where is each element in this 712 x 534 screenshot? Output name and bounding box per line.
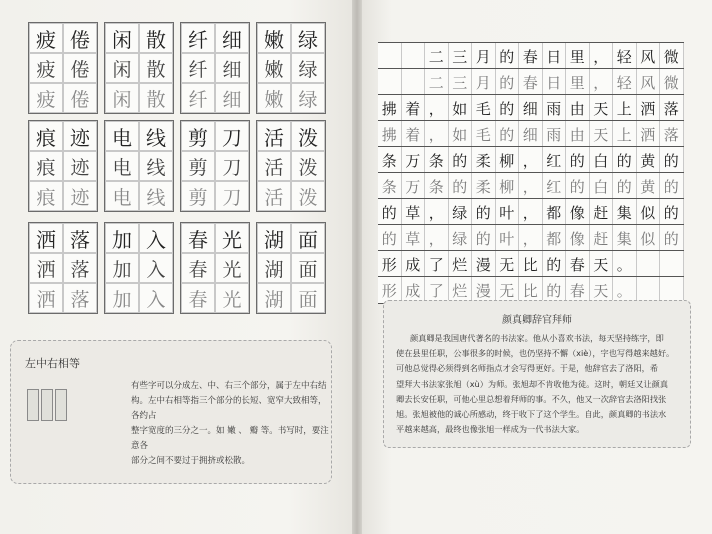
grid-cell: 的 xyxy=(566,173,590,199)
char-row xyxy=(29,121,97,151)
grid-cell: 赶 xyxy=(590,225,614,251)
char-row xyxy=(105,23,173,53)
grid-cell: 万 xyxy=(402,173,426,199)
char-row xyxy=(29,253,97,283)
grid-cell: 天 xyxy=(590,121,614,147)
grid-cell: 红 xyxy=(543,173,567,199)
char-cell: 电 xyxy=(105,181,139,211)
char-cell: 剪 xyxy=(181,121,215,151)
grid-cell xyxy=(660,251,684,277)
grid-cell: 比 xyxy=(519,251,543,277)
char-pair-block xyxy=(28,120,98,212)
char-cell: 落 xyxy=(63,223,97,253)
grid-cell: 比 xyxy=(519,277,543,303)
char-pair-block xyxy=(180,222,250,314)
grid-cell: 的 xyxy=(613,147,637,173)
grid-cell: ， xyxy=(519,173,543,199)
char-row xyxy=(105,121,173,151)
copy-row xyxy=(378,172,684,200)
tip-title: 左中右相等 xyxy=(25,357,80,370)
grid-cell: 似 xyxy=(637,225,661,251)
grid-cell: 由 xyxy=(566,95,590,121)
char-cell: 面 xyxy=(291,223,325,253)
char-cell: 迹 xyxy=(63,181,97,211)
char-cell: 迹 xyxy=(63,121,97,151)
tip-line: 有些字可以分成左、中、右三个部分，属于左中右结 xyxy=(131,381,327,391)
grid-cell: 风 xyxy=(637,69,661,95)
grid-cell: 柔 xyxy=(472,147,496,173)
grid-cell: 月 xyxy=(472,43,496,69)
grid-cell: 的 xyxy=(543,277,567,303)
char-row xyxy=(29,283,97,313)
grid-cell: 日 xyxy=(543,69,567,95)
grid-cell: 都 xyxy=(543,199,567,225)
grid-cell: 春 xyxy=(566,277,590,303)
grid-cell: 的 xyxy=(378,225,402,251)
tip-line: 部分之间不要过于拥挤或松散。 xyxy=(131,456,251,466)
grid-cell: 的 xyxy=(449,173,473,199)
grid-cell: 的 xyxy=(378,199,402,225)
char-cell: 刀 xyxy=(215,181,249,211)
char-row xyxy=(257,83,325,113)
char-cell: 泼 xyxy=(291,181,325,211)
char-pair-block xyxy=(104,222,174,314)
story-box xyxy=(383,300,691,448)
grid-cell: 的 xyxy=(613,173,637,199)
grid-cell: 上 xyxy=(613,121,637,147)
grid-cell: 柔 xyxy=(472,173,496,199)
grid-cell: 的 xyxy=(496,121,520,147)
char-cell: 泼 xyxy=(291,121,325,151)
grid-cell: 的 xyxy=(472,225,496,251)
grid-cell: 无 xyxy=(496,277,520,303)
char-cell: 倦 xyxy=(63,53,97,83)
grid-cell: ， xyxy=(519,147,543,173)
grid-cell: 似 xyxy=(637,199,661,225)
char-pair-block xyxy=(256,22,326,114)
grid-cell: 黄 xyxy=(637,147,661,173)
book-spine xyxy=(352,0,362,534)
story-line: 使在县里任职，公事很多的时候，也仍坚持不懈（xiè），字也写得越来越好。 xyxy=(396,348,675,359)
grid-cell: 如 xyxy=(449,95,473,121)
grid-cell: 成 xyxy=(402,277,426,303)
char-row xyxy=(181,223,249,253)
char-cell: 洒 xyxy=(29,253,63,283)
tip-box xyxy=(10,340,332,484)
story-line: 颜真卿是我国唐代著名的书法家。他从小喜欢书法，每天坚持练字，即 xyxy=(409,333,664,343)
grid-cell: ， xyxy=(425,95,449,121)
grid-cell: 拂 xyxy=(378,121,402,147)
grid-cell: ， xyxy=(519,225,543,251)
char-cell: 刀 xyxy=(215,151,249,181)
grid-cell: 二 xyxy=(425,69,449,95)
story-line: 望拜大书法家张旭（xù）为师。张旭却不肯收他为徒。这时，朝廷又让颜真 xyxy=(396,378,669,389)
char-row xyxy=(181,181,249,211)
char-cell: 痕 xyxy=(29,181,63,211)
char-row xyxy=(181,253,249,283)
grid-cell: 风 xyxy=(637,43,661,69)
grid-cell: 条 xyxy=(378,173,402,199)
char-cell: 细 xyxy=(215,23,249,53)
char-row xyxy=(105,283,173,313)
grid-cell: 的 xyxy=(496,43,520,69)
char-pair-block xyxy=(104,22,174,114)
grid-cell: 了 xyxy=(425,277,449,303)
grid-cell: 烂 xyxy=(449,277,473,303)
grid-cell xyxy=(402,43,426,69)
char-cell: 落 xyxy=(63,253,97,283)
char-cell: 面 xyxy=(291,253,325,283)
grid-cell: 叶 xyxy=(496,199,520,225)
char-cell: 加 xyxy=(105,253,139,283)
char-cell: 湖 xyxy=(257,223,291,253)
char-row xyxy=(257,151,325,181)
grid-cell: 的 xyxy=(543,251,567,277)
char-row xyxy=(105,223,173,253)
char-cell: 纤 xyxy=(181,53,215,83)
char-pair-block xyxy=(104,120,174,212)
grid-cell: 像 xyxy=(566,199,590,225)
char-cell: 纤 xyxy=(181,83,215,113)
grid-cell: 条 xyxy=(378,147,402,173)
char-cell: 散 xyxy=(139,23,173,53)
char-row xyxy=(29,181,97,211)
copy-row xyxy=(378,198,684,226)
char-cell: 线 xyxy=(139,181,173,211)
char-cell: 光 xyxy=(215,223,249,253)
copy-row xyxy=(378,250,684,278)
grid-cell: 微 xyxy=(660,43,684,69)
grid-cell: 的 xyxy=(660,225,684,251)
char-row xyxy=(181,83,249,113)
grid-cell: 里 xyxy=(566,43,590,69)
char-pair-block xyxy=(180,120,250,212)
char-cell: 洒 xyxy=(29,283,63,313)
char-cell: 嫩 xyxy=(257,23,291,53)
grid-cell: 绿 xyxy=(449,225,473,251)
char-cell: 闲 xyxy=(105,53,139,83)
grid-cell: 烂 xyxy=(449,251,473,277)
grid-cell: 春 xyxy=(566,251,590,277)
char-row xyxy=(181,151,249,181)
char-row xyxy=(257,253,325,283)
char-row xyxy=(257,181,325,211)
grid-cell: 二 xyxy=(425,43,449,69)
grid-cell: 里 xyxy=(566,69,590,95)
grid-cell: 洒 xyxy=(637,95,661,121)
grid-cell: ， xyxy=(425,225,449,251)
grid-cell: 细 xyxy=(519,121,543,147)
char-cell: 嫩 xyxy=(257,83,291,113)
grid-cell xyxy=(637,251,661,277)
char-cell: 疲 xyxy=(29,53,63,83)
char-cell: 剪 xyxy=(181,151,215,181)
grid-cell: 三 xyxy=(449,69,473,95)
grid-cell: 雨 xyxy=(543,121,567,147)
grid-cell: 条 xyxy=(425,173,449,199)
grid-cell xyxy=(378,43,402,69)
story-line: 可他总觉得必须得到名师指点才会写得更好。于是，他辞官去了洛阳，希 xyxy=(396,363,659,374)
char-cell: 散 xyxy=(139,53,173,83)
grid-cell: 天 xyxy=(590,251,614,277)
char-pair-block xyxy=(180,22,250,114)
char-row xyxy=(257,121,325,151)
char-cell: 入 xyxy=(139,223,173,253)
char-cell: 痕 xyxy=(29,121,63,151)
grid-cell: 雨 xyxy=(543,95,567,121)
char-cell: 春 xyxy=(181,253,215,283)
copy-row xyxy=(378,68,684,96)
char-row xyxy=(257,23,325,53)
char-cell: 迹 xyxy=(63,151,97,181)
grid-cell: 了 xyxy=(425,251,449,277)
copy-row xyxy=(378,224,684,252)
char-cell: 疲 xyxy=(29,83,63,113)
grid-cell: ， xyxy=(425,199,449,225)
grid-cell: 。 xyxy=(613,251,637,277)
grid-cell: 轻 xyxy=(613,43,637,69)
char-cell: 线 xyxy=(139,151,173,181)
char-row xyxy=(29,23,97,53)
grid-cell: 微 xyxy=(660,69,684,95)
grid-cell: 草 xyxy=(402,225,426,251)
char-cell: 细 xyxy=(215,53,249,83)
char-cell: 电 xyxy=(105,121,139,151)
char-cell: 活 xyxy=(257,121,291,151)
char-cell: 绿 xyxy=(291,53,325,83)
grid-cell: 天 xyxy=(590,95,614,121)
grid-cell: 的 xyxy=(472,199,496,225)
story-line: 旭。张旭被他的诚心所感动，终于收下了这个学生。自此，颜真卿的书法水 xyxy=(396,409,667,420)
char-cell: 光 xyxy=(215,283,249,313)
grid-cell: 柳 xyxy=(496,147,520,173)
char-cell: 电 xyxy=(105,151,139,181)
char-pair-block xyxy=(256,120,326,212)
char-pair-block xyxy=(28,222,98,314)
grid-cell: 细 xyxy=(519,95,543,121)
char-cell: 线 xyxy=(139,121,173,151)
grid-cell xyxy=(378,69,402,95)
char-cell: 嫩 xyxy=(257,53,291,83)
char-cell: 绿 xyxy=(291,23,325,53)
char-row xyxy=(181,53,249,83)
char-cell: 活 xyxy=(257,151,291,181)
char-row xyxy=(105,181,173,211)
story-line: 卿去长安任职，可他心里总想着拜师的事。不久，他又一次辞官去洛阳找张 xyxy=(396,393,667,404)
grid-cell: 轻 xyxy=(613,69,637,95)
grid-cell: 红 xyxy=(543,147,567,173)
grid-cell: 上 xyxy=(613,95,637,121)
char-cell: 面 xyxy=(291,283,325,313)
char-cell: 活 xyxy=(257,181,291,211)
grid-cell: 的 xyxy=(566,147,590,173)
grid-cell: 落 xyxy=(660,121,684,147)
grid-cell: 草 xyxy=(402,199,426,225)
grid-cell: 万 xyxy=(402,147,426,173)
char-pair-block xyxy=(256,222,326,314)
grid-cell: 像 xyxy=(566,225,590,251)
char-row xyxy=(29,83,97,113)
copy-row xyxy=(378,146,684,174)
tip-text xyxy=(131,379,331,469)
grid-cell: ， xyxy=(590,69,614,95)
char-cell: 入 xyxy=(139,283,173,313)
char-cell: 闲 xyxy=(105,83,139,113)
grid-cell: 春 xyxy=(519,69,543,95)
grid-cell: 着 xyxy=(402,121,426,147)
grid-cell: 春 xyxy=(519,43,543,69)
grid-cell: 毛 xyxy=(472,95,496,121)
grid-cell: 月 xyxy=(472,69,496,95)
char-row xyxy=(29,53,97,83)
char-cell: 剪 xyxy=(181,181,215,211)
char-row xyxy=(105,83,173,113)
grid-cell: 的 xyxy=(660,173,684,199)
grid-cell: 毛 xyxy=(472,121,496,147)
story-line: 平越来越高，最终也像张旭一样成为一代书法大家。 xyxy=(396,424,585,435)
grid-cell: 天 xyxy=(590,277,614,303)
char-cell: 洒 xyxy=(29,223,63,253)
char-row xyxy=(29,151,97,181)
grid-cell: ， xyxy=(425,121,449,147)
copy-row xyxy=(378,120,684,148)
grid-cell: 日 xyxy=(543,43,567,69)
char-row xyxy=(257,53,325,83)
char-cell: 疲 xyxy=(29,23,63,53)
grid-cell: 漫 xyxy=(472,277,496,303)
char-row xyxy=(181,121,249,151)
char-row xyxy=(29,223,97,253)
char-cell: 倦 xyxy=(63,83,97,113)
grid-cell: 的 xyxy=(660,147,684,173)
grid-cell: 柳 xyxy=(496,173,520,199)
grid-cell: 集 xyxy=(613,225,637,251)
char-cell: 春 xyxy=(181,283,215,313)
grid-cell: 拂 xyxy=(378,95,402,121)
grid-cell: 形 xyxy=(378,251,402,277)
grid-cell: 的 xyxy=(449,147,473,173)
char-cell: 湖 xyxy=(257,253,291,283)
char-cell: 春 xyxy=(181,223,215,253)
grid-cell: 白 xyxy=(590,173,614,199)
grid-cell: 着 xyxy=(402,95,426,121)
grid-cell: 叶 xyxy=(496,225,520,251)
grid-cell: 条 xyxy=(425,147,449,173)
char-cell: 加 xyxy=(105,283,139,313)
grid-cell: 赶 xyxy=(590,199,614,225)
char-cell: 纤 xyxy=(181,23,215,53)
char-row xyxy=(105,53,173,83)
char-row xyxy=(181,283,249,313)
char-cell: 入 xyxy=(139,253,173,283)
grid-cell: 的 xyxy=(496,69,520,95)
grid-cell: 的 xyxy=(496,95,520,121)
grid-cell: 洒 xyxy=(637,121,661,147)
grid-cell: 的 xyxy=(660,199,684,225)
structure-diagram xyxy=(27,389,67,421)
story-text xyxy=(396,331,680,437)
tip-line: 构。左中右相等指三个部分的长短、宽窄大致相等，各约占 xyxy=(131,396,327,421)
grid-cell: 如 xyxy=(449,121,473,147)
char-cell: 绿 xyxy=(291,83,325,113)
char-cell: 光 xyxy=(215,253,249,283)
grid-cell: 形 xyxy=(378,277,402,303)
tip-line: 整字宽度的三分之一。如 嫩 、 瓣 等。书写时，要注意各 xyxy=(131,426,329,451)
char-row xyxy=(105,151,173,181)
grid-cell: 都 xyxy=(543,225,567,251)
grid-cell: ， xyxy=(590,43,614,69)
char-cell: 细 xyxy=(215,83,249,113)
copy-row xyxy=(378,42,684,70)
copy-row xyxy=(378,94,684,122)
char-pair-block xyxy=(28,22,98,114)
grid-cell: ， xyxy=(519,199,543,225)
grid-cell: 集 xyxy=(613,199,637,225)
story-title: 颜真卿辞官拜师 xyxy=(502,315,572,326)
char-row xyxy=(257,283,325,313)
grid-cell xyxy=(402,69,426,95)
char-row xyxy=(257,223,325,253)
grid-cell: 绿 xyxy=(449,199,473,225)
grid-cell: 无 xyxy=(496,251,520,277)
grid-cell: 。 xyxy=(613,277,637,303)
grid-cell: 白 xyxy=(590,147,614,173)
grid-cell: 由 xyxy=(566,121,590,147)
grid-cell: 黄 xyxy=(637,173,661,199)
grid-cell: 漫 xyxy=(472,251,496,277)
grid-cell: 三 xyxy=(449,43,473,69)
grid-cell: 落 xyxy=(660,95,684,121)
char-row xyxy=(181,23,249,53)
char-cell: 倦 xyxy=(63,23,97,53)
char-cell: 刀 xyxy=(215,121,249,151)
char-row xyxy=(105,253,173,283)
char-cell: 散 xyxy=(139,83,173,113)
char-cell: 痕 xyxy=(29,151,63,181)
char-cell: 泼 xyxy=(291,151,325,181)
char-cell: 湖 xyxy=(257,283,291,313)
char-cell: 落 xyxy=(63,283,97,313)
char-cell: 闲 xyxy=(105,23,139,53)
char-cell: 加 xyxy=(105,223,139,253)
grid-cell: 成 xyxy=(402,251,426,277)
